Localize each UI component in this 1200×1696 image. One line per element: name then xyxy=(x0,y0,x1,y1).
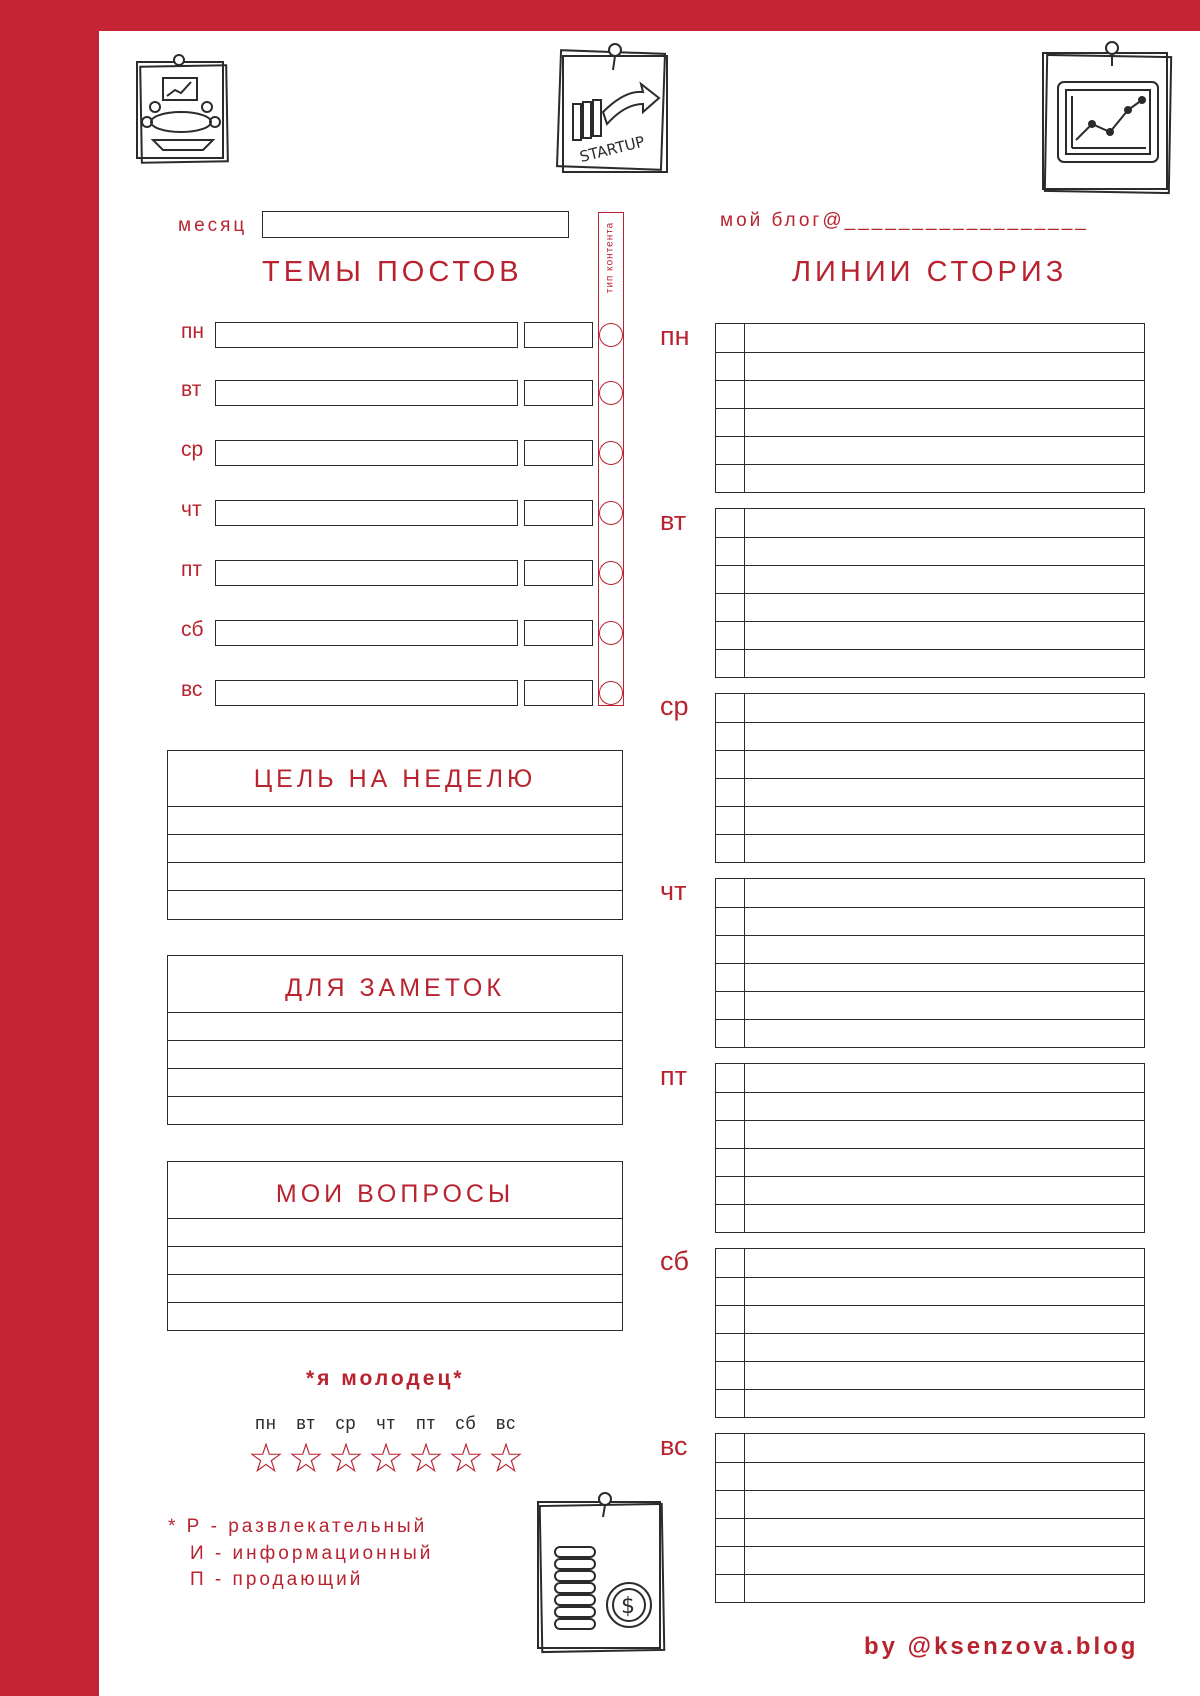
story-line[interactable] xyxy=(716,1148,1144,1149)
story-line[interactable] xyxy=(716,408,1144,409)
meeting-sketch xyxy=(133,52,233,168)
story-line[interactable] xyxy=(716,907,1144,908)
story-line[interactable] xyxy=(716,537,1144,538)
story-block xyxy=(715,1433,1145,1603)
praise-star-icon[interactable]: ☆ xyxy=(407,1435,445,1481)
questions-line[interactable] xyxy=(168,1218,622,1219)
blog-label: мой блог@__________________ xyxy=(720,210,1089,231)
praise-title: *я молодец* xyxy=(306,1367,465,1390)
post-day-label: пт xyxy=(181,558,202,581)
post-type-field[interactable] xyxy=(524,380,593,406)
story-line[interactable] xyxy=(716,621,1144,622)
story-line[interactable] xyxy=(716,593,1144,594)
content-type-label: тип контента xyxy=(604,221,616,294)
story-line[interactable] xyxy=(716,1176,1144,1177)
growth-chart-sketch xyxy=(1040,36,1176,198)
story-block xyxy=(715,323,1145,493)
post-day-label: вс xyxy=(181,678,203,701)
notes-title: ДЛЯ ЗАМЕТОК xyxy=(285,974,505,1002)
legend-line-3: П - продающий xyxy=(190,1569,364,1590)
notes-line[interactable] xyxy=(168,1040,622,1041)
praise-day-label: вт xyxy=(296,1413,316,1433)
signature: by @ksenzova.blog xyxy=(864,1633,1139,1660)
story-line[interactable] xyxy=(716,380,1144,381)
content-type-checkbox[interactable] xyxy=(599,441,623,465)
praise-star-icon[interactable]: ☆ xyxy=(447,1435,485,1481)
story-day-label: ср xyxy=(660,691,689,721)
post-type-field[interactable] xyxy=(524,680,593,706)
story-line[interactable] xyxy=(716,834,1144,835)
story-line[interactable] xyxy=(716,1277,1144,1278)
story-line[interactable] xyxy=(716,1305,1144,1306)
goal-line[interactable] xyxy=(168,890,622,891)
story-line[interactable] xyxy=(716,778,1144,779)
post-type-field[interactable] xyxy=(524,620,593,646)
posts-title: ТЕМЫ ПОСТОВ xyxy=(262,256,523,288)
story-line[interactable] xyxy=(716,565,1144,566)
story-line[interactable] xyxy=(716,722,1144,723)
story-day-label: пт xyxy=(660,1061,687,1091)
story-block xyxy=(715,1248,1145,1418)
story-line[interactable] xyxy=(716,436,1144,437)
post-topic-field[interactable] xyxy=(215,680,518,706)
praise-days xyxy=(246,1413,526,1434)
top-red-border xyxy=(99,0,1200,31)
notes-line[interactable] xyxy=(168,1012,622,1013)
content-type-checkbox[interactable] xyxy=(599,681,623,705)
questions-title: МОИ ВОПРОСЫ xyxy=(275,1180,515,1208)
praise-day-label: пн xyxy=(255,1413,277,1433)
notes-box xyxy=(167,955,623,1125)
story-day-label: вт xyxy=(660,506,687,536)
story-line[interactable] xyxy=(716,352,1144,353)
post-type-field[interactable] xyxy=(524,500,593,526)
post-day-label: ср xyxy=(181,438,204,461)
praise-star-icon[interactable]: ☆ xyxy=(287,1435,325,1481)
content-type-checkbox[interactable] xyxy=(599,501,623,525)
story-line[interactable] xyxy=(716,1518,1144,1519)
legend-line-2: И - информационный xyxy=(190,1543,434,1564)
post-day-label: пн xyxy=(181,320,204,343)
praise-day-label: вс xyxy=(495,1413,517,1433)
month-field[interactable] xyxy=(262,211,569,238)
post-topic-field[interactable] xyxy=(215,440,518,466)
story-day-label: чт xyxy=(660,876,687,906)
goal-line[interactable] xyxy=(168,806,622,807)
content-type-checkbox[interactable] xyxy=(599,381,623,405)
story-line[interactable] xyxy=(716,991,1144,992)
story-line[interactable] xyxy=(716,1361,1144,1362)
story-line[interactable] xyxy=(716,1092,1144,1093)
post-topic-field[interactable] xyxy=(215,620,518,646)
goal-line[interactable] xyxy=(168,834,622,835)
story-block xyxy=(715,1063,1145,1233)
praise-day-label: чт xyxy=(376,1413,396,1433)
praise-star-icon[interactable]: ☆ xyxy=(327,1435,365,1481)
praise-star-icon[interactable]: ☆ xyxy=(487,1435,525,1481)
post-type-field[interactable] xyxy=(524,322,593,348)
questions-line[interactable] xyxy=(168,1302,622,1303)
startup-sketch xyxy=(555,40,675,180)
story-line[interactable] xyxy=(716,464,1144,465)
story-day-label: вс xyxy=(660,1431,688,1461)
story-line[interactable] xyxy=(716,1462,1144,1463)
story-line[interactable] xyxy=(716,1389,1144,1390)
coins-sketch xyxy=(535,1485,671,1655)
story-line[interactable] xyxy=(716,1120,1144,1121)
post-type-field[interactable] xyxy=(524,440,593,466)
praise-day-label: сб xyxy=(455,1413,477,1433)
post-topic-field[interactable] xyxy=(215,560,518,586)
goal-line[interactable] xyxy=(168,862,622,863)
story-line[interactable] xyxy=(716,1204,1144,1205)
questions-line[interactable] xyxy=(168,1246,622,1247)
stories-title: ЛИНИИ СТОРИЗ xyxy=(792,256,1068,288)
svg-text:$: $ xyxy=(621,1594,635,1619)
goal-box xyxy=(167,750,623,920)
story-line[interactable] xyxy=(716,1333,1144,1334)
post-day-label: сб xyxy=(181,618,204,641)
story-line[interactable] xyxy=(716,649,1144,650)
questions-line[interactable] xyxy=(168,1274,622,1275)
svg-text:STARTUP: STARTUP xyxy=(577,132,647,166)
content-type-checkbox[interactable] xyxy=(599,621,623,645)
notes-line[interactable] xyxy=(168,1068,622,1069)
left-red-border xyxy=(0,0,99,1696)
post-topic-field[interactable] xyxy=(215,500,518,526)
post-day-label: чт xyxy=(181,498,202,521)
post-day-label: вт xyxy=(181,378,202,401)
story-line[interactable] xyxy=(716,806,1144,807)
praise-stars xyxy=(246,1435,526,1481)
story-line[interactable] xyxy=(716,1490,1144,1491)
praise-star-icon[interactable]: ☆ xyxy=(367,1435,405,1481)
post-topic-field[interactable] xyxy=(215,322,518,348)
story-line[interactable] xyxy=(716,1546,1144,1547)
story-line[interactable] xyxy=(716,750,1144,751)
notes-line[interactable] xyxy=(168,1096,622,1097)
legend-line-1: * Р - развлекательный xyxy=(168,1516,428,1537)
content-type-checkbox[interactable] xyxy=(599,561,623,585)
story-block xyxy=(715,508,1145,678)
post-type-field[interactable] xyxy=(524,560,593,586)
story-day-label: пн xyxy=(660,321,690,351)
story-block xyxy=(715,878,1145,1048)
praise-star-icon[interactable]: ☆ xyxy=(247,1435,285,1481)
story-block xyxy=(715,693,1145,863)
story-line[interactable] xyxy=(716,935,1144,936)
month-label: месяц xyxy=(178,215,248,236)
questions-box xyxy=(167,1161,623,1331)
story-day-label: сб xyxy=(660,1246,689,1276)
post-topic-field[interactable] xyxy=(215,380,518,406)
goal-title: ЦЕЛЬ НА НЕДЕЛЮ xyxy=(253,765,537,793)
story-line[interactable] xyxy=(716,1574,1144,1575)
story-line[interactable] xyxy=(716,1019,1144,1020)
praise-day-label: ср xyxy=(335,1413,357,1433)
content-type-checkbox[interactable] xyxy=(599,323,623,347)
story-line[interactable] xyxy=(716,963,1144,964)
praise-day-label: пт xyxy=(416,1413,436,1433)
